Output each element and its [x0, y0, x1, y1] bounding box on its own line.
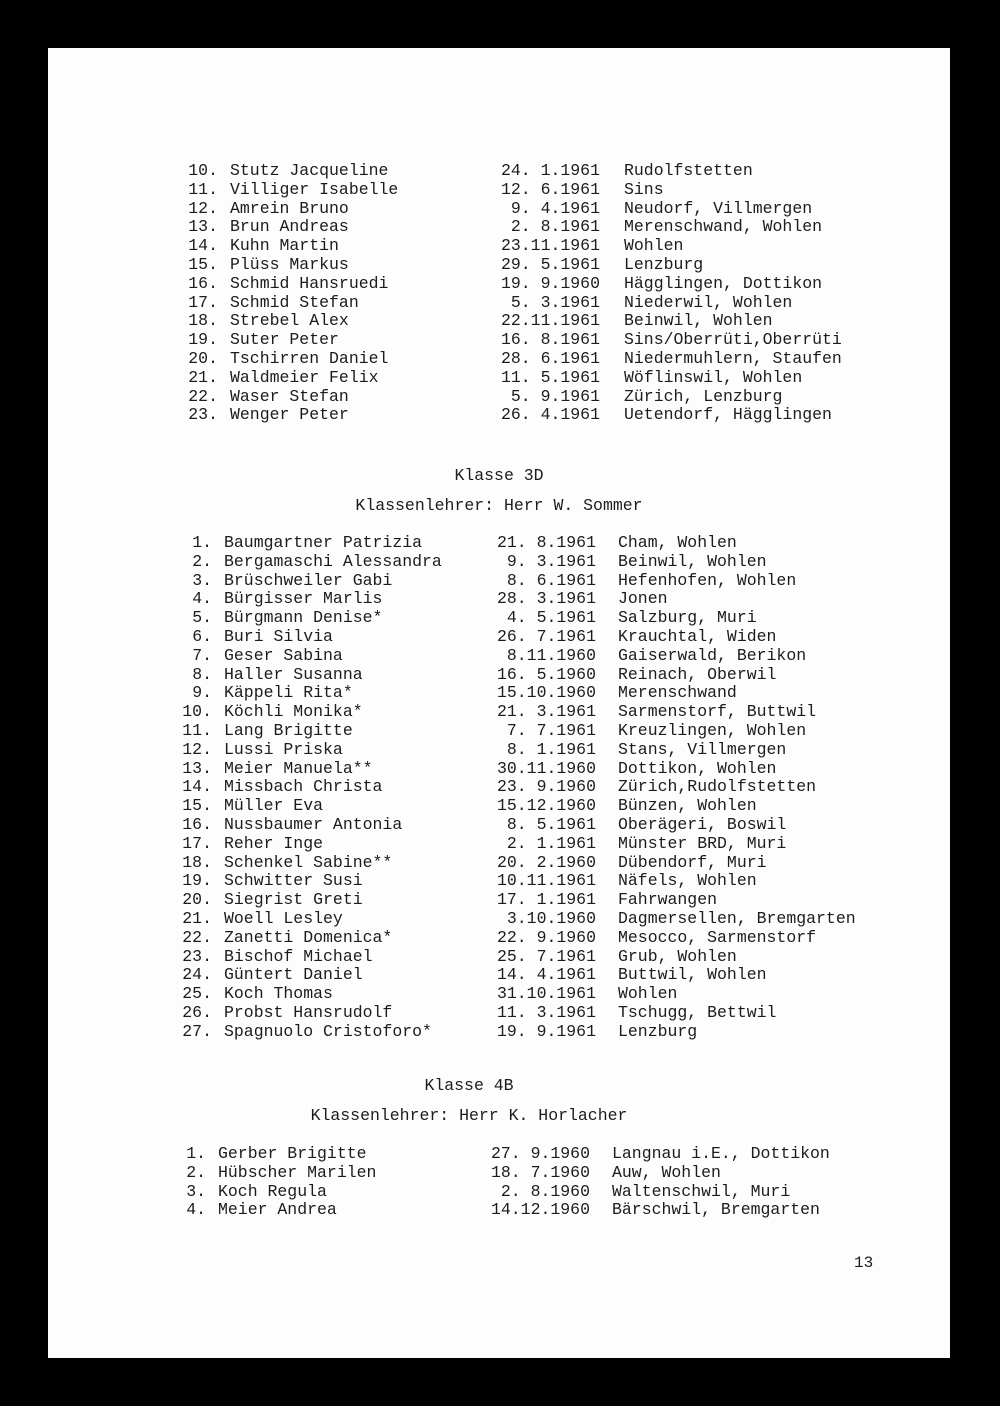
birth-date: 14.12.1960 [490, 1200, 590, 1220]
place-of-origin: Auw, Wohlen [612, 1162, 721, 1182]
student-name: Wenger Peter [230, 405, 349, 425]
student-name: Suter Peter [230, 330, 339, 350]
student-name: Meier Andrea [218, 1200, 337, 1220]
table-row [48, 1183, 950, 1202]
entry-number: 12. [182, 739, 212, 759]
class-title-4b: Klasse 4B [424, 1076, 514, 1095]
place-of-origin: Neudorf, Villmergen [624, 198, 813, 218]
birth-date: 15.12.1960 [496, 796, 596, 816]
entry-number: 2. [192, 551, 212, 571]
table-row [48, 312, 950, 331]
table-row [48, 369, 950, 388]
birth-date: 23.11.1961 [500, 236, 600, 256]
document-page [48, 48, 950, 1358]
birth-date: 18. 7.1960 [490, 1162, 590, 1182]
table-row [48, 891, 950, 910]
table-row [48, 256, 950, 275]
place-of-origin: Grub, Wohlen [618, 946, 737, 966]
birth-date: 20. 2.1960 [496, 852, 596, 872]
class-teacher-3d: Klassenlehrer: Herr W. Sommer [355, 496, 643, 515]
birth-date: 14. 4.1961 [496, 965, 596, 985]
table-row [48, 854, 950, 873]
birth-date: 10.11.1961 [496, 871, 596, 891]
place-of-origin: Buttwil, Wohlen [618, 965, 767, 985]
birth-date: 15.10.1960 [496, 683, 596, 703]
birth-date: 8.11.1960 [506, 645, 596, 665]
student-name: Geser Sabina [224, 645, 343, 665]
entry-number: 14. [182, 777, 212, 797]
table-row [48, 200, 950, 219]
place-of-origin: Waltenschwil, Muri [612, 1181, 791, 1201]
student-name: Missbach Christa [224, 777, 383, 797]
table-row [48, 590, 950, 609]
entry-number: 17. [188, 292, 218, 312]
birth-date: 23. 9.1960 [496, 777, 596, 797]
table-row [48, 741, 950, 760]
birth-date: 31.10.1961 [496, 984, 596, 1004]
birth-date: 19. 9.1960 [500, 273, 600, 293]
entry-number: 14. [188, 236, 218, 256]
entry-number: 3. [186, 1181, 206, 1201]
table-row [48, 666, 950, 685]
birth-date: 28. 3.1961 [496, 589, 596, 609]
student-name: Bergamaschi Alessandra [224, 551, 442, 571]
student-name: Müller Eva [224, 796, 324, 816]
student-name: Bischof Michael [224, 946, 373, 966]
table-row [48, 181, 950, 200]
birth-date: 29. 5.1961 [500, 254, 600, 274]
student-name: Spagnuolo Cristoforo* [224, 1021, 432, 1041]
student-name: Brüschweiler Gabi [224, 570, 393, 590]
birth-date: 24. 1.1961 [500, 161, 600, 180]
place-of-origin: Beinwil, Wohlen [618, 551, 767, 571]
entry-number: 8. [192, 664, 212, 684]
birth-date: 25. 7.1961 [496, 946, 596, 966]
place-of-origin: Hefenhofen, Wohlen [618, 570, 797, 590]
class-teacher-4b: Klassenlehrer: Herr K. Horlacher [310, 1106, 628, 1125]
place-of-origin: Bünzen, Wohlen [618, 796, 757, 816]
table-row [48, 1201, 950, 1220]
birth-date: 30.11.1960 [496, 758, 596, 778]
entry-number: 2. [186, 1162, 206, 1182]
entry-number: 27. [182, 1021, 212, 1041]
place-of-origin: Krauchtal, Widen [618, 626, 777, 646]
birth-date: 26. 4.1961 [500, 405, 600, 425]
student-name: Schwitter Susi [224, 871, 363, 891]
birth-date: 21. 8.1961 [496, 533, 596, 552]
student-name: Güntert Daniel [224, 965, 363, 985]
table-row [48, 647, 950, 666]
table-row [48, 948, 950, 967]
entry-number: 6. [192, 626, 212, 646]
birth-date: 16. 5.1960 [496, 664, 596, 684]
entry-number: 19. [188, 330, 218, 350]
birth-date: 16. 8.1961 [500, 330, 600, 350]
birth-date: 11. 3.1961 [496, 1002, 596, 1022]
student-name: Meier Manuela** [224, 758, 373, 778]
table-row [48, 609, 950, 628]
place-of-origin: Näfels, Wohlen [618, 871, 757, 891]
entry-number: 18. [182, 852, 212, 872]
table-row [48, 816, 950, 835]
place-of-origin: Wohlen [618, 984, 678, 1004]
table-row [48, 162, 950, 181]
table-row [48, 406, 950, 425]
table-row [48, 835, 950, 854]
table-row [48, 350, 950, 369]
student-name: Gerber Brigitte [218, 1144, 367, 1163]
entry-number: 22. [182, 927, 212, 947]
entry-number: 7. [192, 645, 212, 665]
birth-date: 12. 6.1961 [500, 179, 600, 199]
table-row [48, 929, 950, 948]
student-list-4b [48, 1145, 950, 1220]
student-name: Woell Lesley [224, 908, 343, 928]
place-of-origin: Sins [624, 179, 664, 199]
student-name: Strebel Alex [230, 311, 349, 331]
place-of-origin: Zürich, Lenzburg [624, 386, 783, 406]
entry-number: 12. [188, 198, 218, 218]
table-row [48, 572, 950, 591]
entry-number: 26. [182, 1002, 212, 1022]
student-name: Käppeli Rita* [224, 683, 353, 703]
student-name: Plüss Markus [230, 254, 349, 274]
entry-number: 18. [188, 311, 218, 331]
student-name: Hübscher Marilen [218, 1162, 377, 1182]
entry-number: 9. [192, 683, 212, 703]
entry-number: 24. [182, 965, 212, 985]
student-name: Villiger Isabelle [230, 179, 399, 199]
student-name: Lang Brigitte [224, 720, 353, 740]
page-number: 13 [854, 1254, 874, 1272]
birth-date: 3.10.1960 [506, 908, 596, 928]
place-of-origin: Wöflinswil, Wohlen [624, 367, 803, 387]
birth-date: 8. 6.1961 [506, 570, 596, 590]
table-row [48, 275, 950, 294]
table-row [48, 1164, 950, 1183]
table-row [48, 872, 950, 891]
birth-date: 8. 1.1961 [506, 739, 596, 759]
birth-date: 4. 5.1961 [506, 608, 596, 628]
place-of-origin: Sins/Oberrüti,Oberrüti [624, 330, 842, 350]
student-name: Buri Silvia [224, 626, 333, 646]
entry-number: 4. [192, 589, 212, 609]
birth-date: 26. 7.1961 [496, 626, 596, 646]
entry-number: 13. [188, 217, 218, 237]
table-row [48, 388, 950, 407]
place-of-origin: Dübendorf, Muri [618, 852, 767, 872]
student-name: Koch Thomas [224, 984, 333, 1004]
place-of-origin: Jonen [618, 589, 668, 609]
entry-number: 19. [182, 871, 212, 891]
place-of-origin: Wohlen [624, 236, 684, 256]
student-name: Waldmeier Felix [230, 367, 379, 387]
place-of-origin: Kreuzlingen, Wohlen [618, 720, 807, 740]
place-of-origin: Rudolfstetten [624, 161, 753, 180]
student-name: Reher Inge [224, 833, 324, 853]
table-row [48, 722, 950, 741]
entry-number: 10. [182, 702, 212, 722]
entry-number: 15. [188, 254, 218, 274]
student-name: Waser Stefan [230, 386, 349, 406]
entry-number: 17. [182, 833, 212, 853]
entry-number: 22. [188, 386, 218, 406]
entry-number: 13. [182, 758, 212, 778]
student-name: Kuhn Martin [230, 236, 339, 256]
table-row [48, 910, 950, 929]
student-name: Amrein Bruno [230, 198, 349, 218]
student-name: Schenkel Sabine** [224, 852, 393, 872]
student-name: Schmid Stefan [230, 292, 359, 312]
place-of-origin: Merenschwand, Wohlen [624, 217, 823, 237]
place-of-origin: Sarmenstorf, Buttwil [618, 702, 817, 722]
place-of-origin: Lenzburg [618, 1021, 698, 1041]
table-row [48, 294, 950, 313]
birth-date: 19. 9.1961 [496, 1021, 596, 1041]
table-row [48, 1023, 950, 1042]
student-name: Lussi Priska [224, 739, 343, 759]
place-of-origin: Gaiserwald, Berikon [618, 645, 807, 665]
entry-number: 4. [186, 1200, 206, 1220]
table-row [48, 553, 950, 572]
entry-number: 16. [182, 814, 212, 834]
student-name: Siegrist Greti [224, 890, 363, 910]
student-name: Koch Regula [218, 1181, 327, 1201]
birth-date: 5. 3.1961 [510, 292, 600, 312]
birth-date: 2. 8.1960 [500, 1181, 590, 1201]
student-name: Brun Andreas [230, 217, 349, 237]
table-row [48, 534, 950, 553]
table-row [48, 1145, 950, 1164]
entry-number: 11. [182, 720, 212, 740]
student-list-3c [48, 162, 950, 425]
student-name: Probst Hansrudolf [224, 1002, 393, 1022]
birth-date: 17. 1.1961 [496, 890, 596, 910]
place-of-origin: Dagmersellen, Bremgarten [618, 908, 856, 928]
birth-date: 22.11.1961 [500, 311, 600, 331]
student-name: Bürgisser Marlis [224, 589, 383, 609]
entry-number: 15. [182, 796, 212, 816]
entry-number: 21. [188, 367, 218, 387]
entry-number: 21. [182, 908, 212, 928]
birth-date: 8. 5.1961 [506, 814, 596, 834]
table-row [48, 1004, 950, 1023]
student-name: Nussbaumer Antonia [224, 814, 403, 834]
place-of-origin: Lenzburg [624, 254, 704, 274]
table-row [48, 684, 950, 703]
student-name: Zanetti Domenica* [224, 927, 393, 947]
place-of-origin: Salzburg, Muri [618, 608, 757, 628]
table-row [48, 628, 950, 647]
entry-number: 20. [182, 890, 212, 910]
place-of-origin: Fahrwangen [618, 890, 718, 910]
place-of-origin: Bärschwil, Bremgarten [612, 1200, 820, 1220]
student-name: Schmid Hansruedi [230, 273, 389, 293]
place-of-origin: Niederwil, Wohlen [624, 292, 793, 312]
entry-number: 10. [188, 161, 218, 180]
student-list-3d [48, 534, 950, 1042]
place-of-origin: Mesocco, Sarmenstorf [618, 927, 817, 947]
table-row [48, 985, 950, 1004]
student-name: Stutz Jacqueline [230, 161, 389, 180]
table-row [48, 797, 950, 816]
place-of-origin: Münster BRD, Muri [618, 833, 787, 853]
student-name: Tschirren Daniel [230, 348, 389, 368]
entry-number: 23. [182, 946, 212, 966]
birth-date: 27. 9.1960 [490, 1144, 590, 1163]
birth-date: 22. 9.1960 [496, 927, 596, 947]
entry-number: 1. [192, 533, 212, 552]
table-row [48, 331, 950, 350]
entry-number: 16. [188, 273, 218, 293]
student-name: Bürgmann Denise* [224, 608, 383, 628]
entry-number: 5. [192, 608, 212, 628]
birth-date: 7. 7.1961 [506, 720, 596, 740]
student-name: Köchli Monika* [224, 702, 363, 722]
place-of-origin: Tschugg, Bettwil [618, 1002, 777, 1022]
place-of-origin: Niedermuhlern, Staufen [624, 348, 842, 368]
birth-date: 21. 3.1961 [496, 702, 596, 722]
birth-date: 11. 5.1961 [500, 367, 600, 387]
entry-number: 25. [182, 984, 212, 1004]
place-of-origin: Merenschwand [618, 683, 737, 703]
entry-number: 3. [192, 570, 212, 590]
entry-number: 11. [188, 179, 218, 199]
entry-number: 1. [186, 1144, 206, 1163]
birth-date: 2. 8.1961 [510, 217, 600, 237]
birth-date: 9. 4.1961 [510, 198, 600, 218]
place-of-origin: Dottikon, Wohlen [618, 758, 777, 778]
student-name: Haller Susanna [224, 664, 363, 684]
birth-date: 28. 6.1961 [500, 348, 600, 368]
entry-number: 23. [188, 405, 218, 425]
table-row [48, 778, 950, 797]
place-of-origin: Beinwil, Wohlen [624, 311, 773, 331]
class-title-3d: Klasse 3D [454, 466, 544, 485]
place-of-origin: Stans, Villmergen [618, 739, 787, 759]
place-of-origin: Reinach, Oberwil [618, 664, 777, 684]
place-of-origin: Langnau i.E., Dottikon [612, 1144, 830, 1163]
table-row [48, 966, 950, 985]
student-name: Baumgartner Patrizia [224, 533, 423, 552]
birth-date: 5. 9.1961 [510, 386, 600, 406]
place-of-origin: Oberägeri, Boswil [618, 814, 787, 834]
birth-date: 9. 3.1961 [506, 551, 596, 571]
table-row [48, 760, 950, 779]
table-row [48, 218, 950, 237]
table-row [48, 237, 950, 256]
place-of-origin: Cham, Wohlen [618, 533, 737, 552]
place-of-origin: Uetendorf, Hägglingen [624, 405, 832, 425]
birth-date: 2. 1.1961 [506, 833, 596, 853]
table-row [48, 703, 950, 722]
entry-number: 20. [188, 348, 218, 368]
place-of-origin: Hägglingen, Dottikon [624, 273, 823, 293]
place-of-origin: Zürich,Rudolfstetten [618, 777, 817, 797]
